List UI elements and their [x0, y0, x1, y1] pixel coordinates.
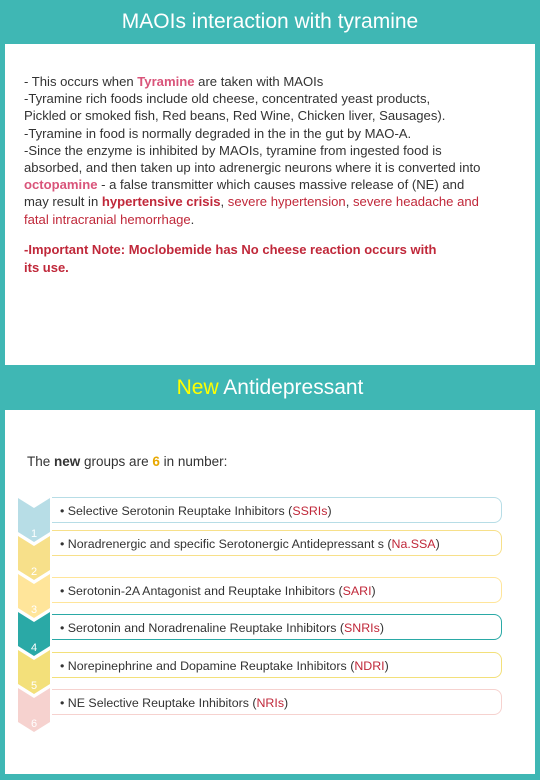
text-line: -Since the enzyme is inhibited by MAOIs, tyramine from ingested food is [24, 142, 442, 158]
step-number: 1 [30, 528, 38, 540]
severe-hypertension-highlight: severe hypertension [227, 194, 346, 210]
group-item [52, 577, 502, 603]
step-number: 6 [30, 718, 38, 730]
interaction-text [24, 73, 519, 228]
group-label-end: ) [384, 659, 389, 673]
group-abbreviation: Na.SSA [391, 537, 436, 551]
text-segment: The [27, 454, 55, 469]
group-label: • Selective Serotonin Reuptake Inhibitors ( [60, 504, 293, 518]
group-count: 6 [152, 454, 160, 469]
group-abbreviation: NDRI [354, 659, 385, 673]
step-number: 5 [30, 680, 38, 692]
severe-headache-highlight: severe headache and [352, 194, 479, 210]
hemorrhage-highlight: fatal intracranial hemorrhage [24, 211, 191, 227]
step-number: 4 [30, 642, 38, 654]
group-item [52, 689, 502, 715]
step-number: 3 [30, 604, 38, 616]
group-abbreviation: SSRIs [292, 504, 328, 518]
text-segment: - a false transmitter which causes massive release of (NE) and [97, 177, 465, 193]
section-title [0, 366, 540, 410]
slide-title: MAOIs interaction with tyramine [121, 10, 419, 33]
hypertensive-crisis-highlight: hypertensive crisis [101, 194, 221, 210]
text-segment: are taken with MAOIs [194, 74, 324, 89]
text-segment: groups are [80, 454, 153, 469]
note-line: -Important Note: Moclobemide has No cheese reaction occurs with [24, 242, 437, 257]
group-steps [5, 410, 535, 774]
tyramine-highlight: Tyramine [137, 74, 195, 89]
group-label-end: ) [435, 537, 440, 551]
group-label: • Norepinephrine and Dopamine Reuptake Inhibitors ( [60, 659, 355, 673]
group-abbreviation: SNRIs [344, 621, 380, 635]
group-label: • Serotonin-2A Antagonist and Reuptake Inhibitors ( [60, 584, 343, 598]
group-label: • Serotonin and Noradrenaline Reuptake Inhibitors ( [60, 621, 344, 635]
text-line [24, 211, 519, 228]
text-line [24, 193, 519, 210]
step-number: 2 [30, 566, 38, 578]
step-chevron [18, 688, 50, 732]
text-line [24, 73, 519, 90]
group-abbreviation: SARI [342, 584, 372, 598]
group-label-end: ) [371, 584, 376, 598]
text-segment: , [220, 194, 228, 210]
group-label-end: ) [284, 696, 289, 710]
group-item [52, 614, 502, 640]
group-label: • Noradrenergic and specific Serotonergic Antidepressant s ( [60, 537, 392, 551]
text-line: -Tyramine in food is normally degraded in the in the gut by MAO-A. [24, 125, 412, 141]
text-line: Pickled or smoked fish, Red beans, Red Wine, Chicken liver, Sausages). [24, 108, 446, 124]
text-segment: may result in [24, 194, 102, 210]
section-title-accent: New [176, 376, 219, 399]
octopamine-highlight: octopamine [24, 177, 98, 193]
new-emphasis: new [54, 454, 81, 469]
group-label: • NE Selective Reuptake Inhibitors ( [60, 696, 257, 710]
section-title-rest: Antidepressant [218, 376, 364, 399]
group-label-end: ) [379, 621, 384, 635]
group-item [52, 530, 502, 556]
text-segment: - This occurs when [24, 74, 138, 89]
text-line [24, 176, 519, 193]
text-line: -Tyramine rich foods include old cheese, concentrated yeast products, [24, 91, 431, 107]
group-label-end: ) [327, 504, 332, 518]
group-abbreviation: NRIs [256, 696, 285, 710]
group-item [52, 497, 502, 523]
antidepressant-panel [5, 410, 535, 774]
important-note [24, 241, 519, 276]
interaction-panel [5, 44, 535, 365]
group-item [52, 652, 502, 678]
note-line: its use. [24, 259, 69, 275]
text-segment: , [345, 194, 353, 210]
text-segment: . [190, 211, 195, 227]
text-segment: in number: [159, 454, 228, 469]
text-line: absorbed, and then taken up into adrenergic neurons where it is converted into [24, 160, 481, 176]
